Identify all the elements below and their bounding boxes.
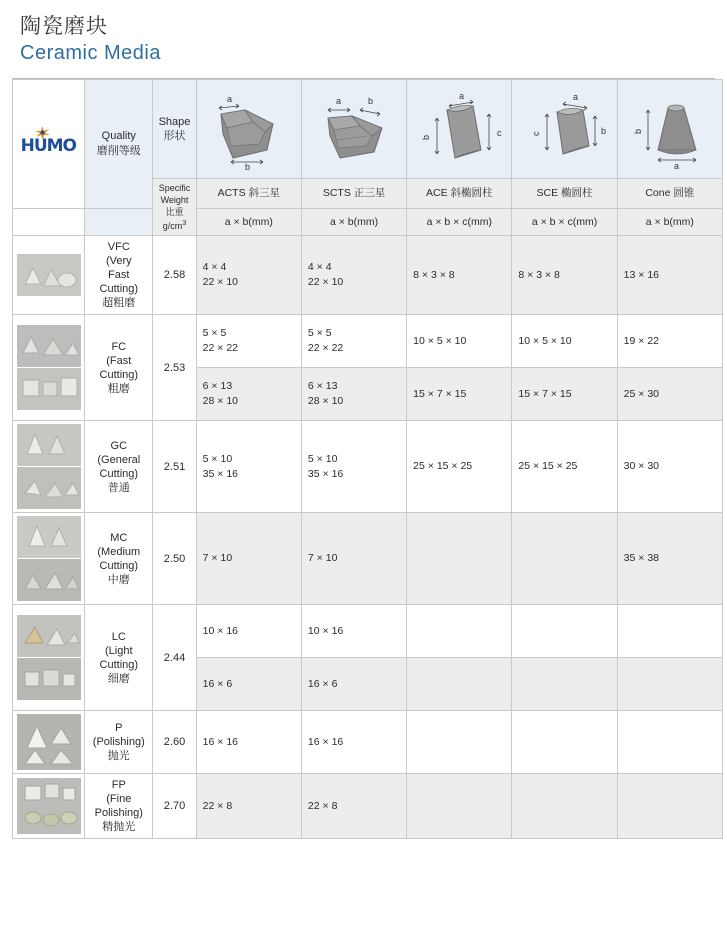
weight-p: 2.60 [153, 711, 196, 774]
grade-cn: 精抛光 [102, 821, 136, 833]
grade-code: MC [110, 531, 128, 544]
cone-cn: 圆锥 [673, 187, 695, 200]
p-photo-icon [17, 714, 81, 770]
logo [19, 126, 79, 156]
grade-lc [85, 605, 153, 711]
svg-text:c: c [497, 128, 502, 138]
svg-text:a: a [673, 161, 679, 171]
cell-fp-scts: 22 × 8 [301, 774, 406, 839]
svg-text:b: b [368, 96, 374, 106]
vfc-photo-icon [17, 254, 81, 296]
grade-en-2: Cutting) [99, 559, 139, 572]
shape-image-sce [512, 80, 617, 179]
unit-cone: a × b(mm) [617, 208, 722, 235]
cell-lc2-cone [617, 658, 722, 711]
sce-cn: 椭圆柱 [561, 187, 593, 200]
grade-cn: 粗磨 [107, 382, 130, 395]
cell-fc1-cone: 19 × 22 [617, 315, 722, 368]
cell-fc2-scts: 6 × 1328 × 10 [301, 368, 406, 421]
svg-text:a: a [226, 94, 232, 104]
quality-header-en: Quality [101, 129, 136, 142]
grade-fc [85, 315, 153, 421]
cell-vfc-acts: 4 × 422 × 10 [196, 236, 301, 315]
spacer-img-col [13, 208, 85, 235]
grade-en-1: (Fine [106, 793, 132, 805]
grade-code: FP [111, 779, 126, 791]
unit-acts: a × b(mm) [196, 208, 301, 235]
mc-photo-icon-b [17, 559, 81, 601]
ace-code: ACE [426, 187, 448, 200]
cell-fp-cone [617, 774, 722, 839]
svg-text:a: a [336, 96, 342, 106]
table-row [13, 711, 723, 774]
gc-media-photo [13, 421, 85, 513]
grade-en-2: Cutting) [99, 658, 139, 671]
shape-image-scts [301, 80, 406, 179]
shape-image-acts [196, 80, 301, 179]
fc-photo-icon-a [17, 325, 81, 367]
specific-weight-l2: Weight [160, 195, 189, 205]
mc-media-photo [13, 513, 85, 605]
grade-fp [85, 774, 153, 839]
quality-header-cn: 磨削等级 [96, 144, 141, 157]
weight-gc: 2.51 [153, 421, 196, 513]
column-header-ace [407, 179, 512, 209]
shape-header-en: Shape [158, 116, 191, 128]
weight-lc: 2.44 [153, 605, 196, 711]
grade-cn: 细磨 [107, 672, 130, 685]
column-header-cone [617, 179, 722, 209]
cell-fc2-ace: 15 × 7 × 15 [407, 368, 512, 421]
cell-fp-ace [407, 774, 512, 839]
cell-p-cone [617, 711, 722, 774]
fp-media-photo [13, 774, 85, 839]
grade-code: VFC [107, 241, 130, 253]
grade-cn: 普通 [107, 481, 130, 494]
cell-fc1-scts: 5 × 522 × 22 [301, 315, 406, 368]
grade-en-1: (Polishing) [92, 736, 145, 748]
grade-code: P [115, 722, 123, 734]
ceramic-media-spec-table [12, 79, 723, 839]
cell-lc2-ace [407, 658, 512, 711]
cell-gc-acts: 5 × 1035 × 16 [196, 421, 301, 513]
svg-text:a: a [459, 91, 465, 101]
header-row-units [13, 208, 723, 235]
ace-cn: 斜椭圆柱 [450, 187, 493, 200]
table-row [13, 513, 723, 605]
page-title-en: Ceramic Media [20, 42, 161, 64]
svg-text:b: b [600, 126, 606, 136]
cell-lc1-sce [512, 605, 617, 658]
cell-mc-cone: 35 × 38 [617, 513, 722, 605]
lc-photo-icon-a [17, 615, 81, 657]
scts-straight-cut-triangle-icon [306, 88, 402, 172]
vfc-media-photo [13, 236, 85, 315]
acts-code: ACTS [217, 187, 246, 200]
gc-photo-icon-b [17, 467, 81, 509]
cell-lc1-scts: 10 × 16 [301, 605, 406, 658]
scts-code: SCTS [322, 187, 351, 200]
cell-mc-acts: 7 × 10 [196, 513, 301, 605]
grade-gc [85, 421, 153, 513]
cell-lc2-acts: 16 × 6 [196, 658, 301, 711]
spacer-quality-col [85, 208, 153, 235]
svg-text:c: c [530, 131, 541, 136]
cell-lc1-ace [407, 605, 512, 658]
fc-photo-icon-b [17, 368, 81, 410]
table-row [13, 421, 723, 513]
unit-ace: a × b × c(mm) [407, 208, 512, 235]
fp-photo-icon [17, 778, 81, 834]
cell-lc2-scts: 16 × 6 [301, 658, 406, 711]
cell-lc1-acts: 10 × 16 [196, 605, 301, 658]
table-row [13, 315, 723, 368]
svg-text:b: b [244, 162, 250, 172]
cell-fc1-acts: 5 × 522 × 22 [196, 315, 301, 368]
quality-header [85, 80, 153, 209]
ace-angle-cut-ellipse-icon [411, 88, 507, 172]
cell-gc-ace: 25 × 15 × 25 [407, 421, 512, 513]
cell-mc-scts: 7 × 10 [301, 513, 406, 605]
shape-header-cn: 形状 [163, 130, 186, 142]
specific-weight-l1: Specific [158, 183, 191, 193]
grade-p [85, 711, 153, 774]
acts-angle-cut-triangle-icon [201, 88, 297, 172]
svg-text:b: b [632, 128, 643, 134]
acts-cn: 斜三星 [248, 187, 281, 200]
cell-p-ace [407, 711, 512, 774]
cell-vfc-scts: 4 × 422 × 10 [301, 236, 406, 315]
cell-p-sce [512, 711, 617, 774]
grade-en-2: Fast [108, 269, 130, 281]
grade-en-2: Polishing) [94, 807, 143, 819]
svg-text:a: a [572, 92, 578, 102]
cell-fc2-sce: 15 × 7 × 15 [512, 368, 617, 421]
cell-lc1-cone [617, 605, 722, 658]
weight-vfc: 2.58 [153, 236, 196, 315]
grade-code: GC [110, 439, 128, 452]
cell-p-scts: 16 × 16 [301, 711, 406, 774]
table-row [13, 605, 723, 658]
grade-en-2: Cutting) [99, 368, 139, 381]
column-header-acts [196, 179, 301, 209]
page-title [8, 10, 719, 72]
cell-mc-ace [407, 513, 512, 605]
column-header-sce [512, 179, 617, 209]
grade-en-1: (Light [105, 644, 133, 657]
grade-cn: 抛光 [107, 750, 130, 762]
weight-fc: 2.53 [153, 315, 196, 421]
shape-image-cone [617, 80, 722, 179]
grade-vfc [85, 236, 153, 315]
grade-code: FC [111, 340, 127, 353]
sce-straight-cut-ellipse-icon [517, 88, 613, 172]
grade-en-1: (Very [105, 255, 132, 267]
grade-cn: 中磨 [107, 573, 130, 586]
grade-en-1: (Medium [97, 545, 141, 558]
cell-fc2-acts: 6 × 1328 × 10 [196, 368, 301, 421]
cell-fc2-cone: 25 × 30 [617, 368, 722, 421]
cell-gc-sce: 25 × 15 × 25 [512, 421, 617, 513]
cell-vfc-ace: 8 × 3 × 8 [407, 236, 512, 315]
fc-media-photo [13, 315, 85, 421]
cell-lc2-sce [512, 658, 617, 711]
cell-gc-scts: 5 × 1035 × 16 [301, 421, 406, 513]
shape-image-ace [407, 80, 512, 179]
grade-cn: 超粗磨 [102, 297, 136, 309]
grade-en-1: (Fast [106, 354, 132, 367]
shape-header [153, 80, 196, 179]
cell-mc-sce [512, 513, 617, 605]
table-row [13, 774, 723, 839]
cone-icon [622, 88, 718, 172]
unit-scts: a × b(mm) [301, 208, 406, 235]
specific-weight-header [153, 179, 196, 236]
gc-photo-icon-a [17, 424, 81, 466]
page-title-cn: 陶瓷磨块 [20, 15, 108, 38]
sce-code: SCE [536, 187, 559, 200]
cell-gc-cone: 30 × 30 [617, 421, 722, 513]
brand-logo-cell [13, 80, 85, 209]
lc-media-photo [13, 605, 85, 711]
cell-fc1-ace: 10 × 5 × 10 [407, 315, 512, 368]
cell-fp-acts: 22 × 8 [196, 774, 301, 839]
p-media-photo [13, 711, 85, 774]
scts-cn: 正三星 [353, 187, 386, 200]
logo-text: HUMO [20, 136, 77, 157]
specific-weight-l3: 比重 [165, 207, 184, 217]
header-row-shapes [13, 80, 723, 179]
svg-text:b: b [421, 134, 432, 140]
grade-code: LC [111, 630, 126, 643]
cone-code: Cone [645, 187, 671, 200]
mc-photo-icon-a [17, 516, 81, 558]
column-header-scts [301, 179, 406, 209]
grade-mc [85, 513, 153, 605]
unit-sce: a × b × c(mm) [512, 208, 617, 235]
grade-en-2: Cutting) [99, 467, 139, 480]
cell-fp-sce [512, 774, 617, 839]
specific-weight-l4: $g/cm^3$ [162, 220, 187, 231]
cell-fc1-sce: 10 × 5 × 10 [512, 315, 617, 368]
lc-photo-icon-b [17, 658, 81, 700]
grade-en-3: Cutting) [99, 283, 139, 295]
grade-en-1: (General [97, 453, 141, 466]
weight-fp: 2.70 [153, 774, 196, 839]
weight-mc: 2.50 [153, 513, 196, 605]
table-row [13, 236, 723, 315]
cell-vfc-cone: 13 × 16 [617, 236, 722, 315]
cell-p-acts: 16 × 16 [196, 711, 301, 774]
cell-vfc-sce: 8 × 3 × 8 [512, 236, 617, 315]
